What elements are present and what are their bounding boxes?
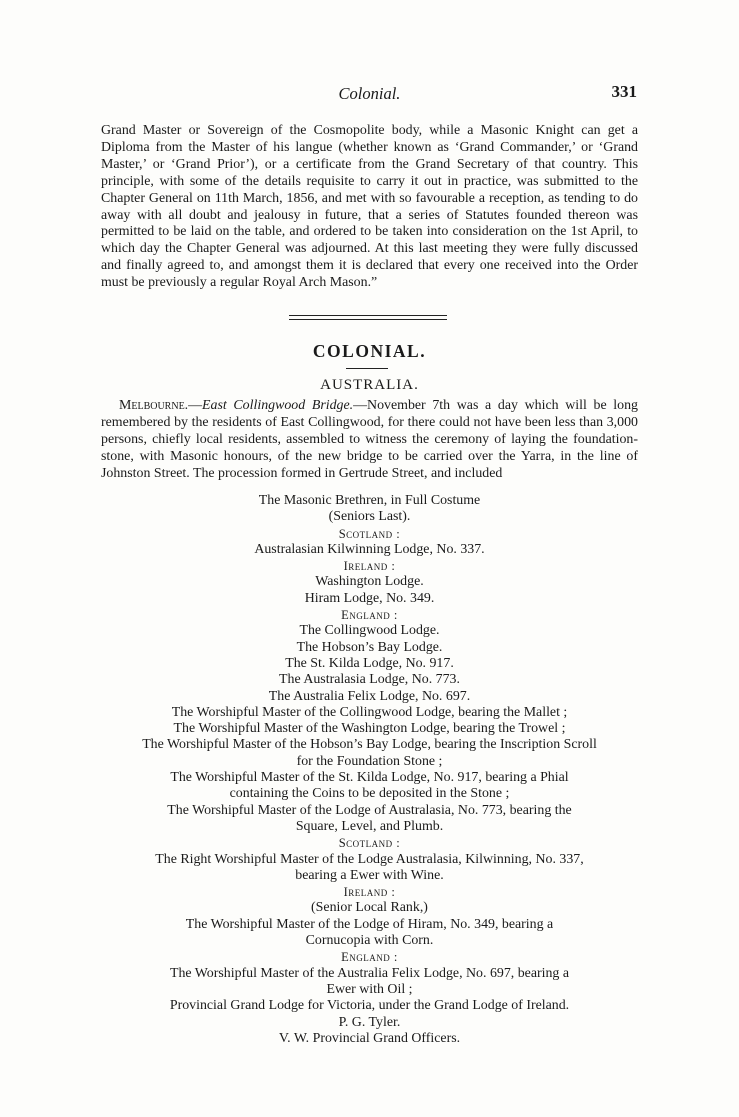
procession-line: Australasian Kilwinning Lodge, No. 337. (254, 541, 485, 557)
procession-line: V. W. Provincial Grand Officers. (278, 1030, 461, 1046)
procession-line: The Right Worshipful Master of the Lodge Australasia, Kilwinning, No. 337, (155, 851, 584, 867)
procession-line: Square, Level, and Plumb. (295, 818, 444, 834)
dateline-separator: — (188, 398, 203, 413)
procession-region-heading: England : (341, 608, 398, 623)
procession-line: The Worshipful Master of the Collingwood Lodge, bearing the Mallet ; (171, 704, 568, 720)
procession-region-heading: England : (341, 950, 398, 965)
procession-line: (Senior Local Rank,) (311, 900, 428, 916)
procession-line: P. G. Tyler. (338, 1014, 401, 1030)
procession-line: The Australia Felix Lodge, No. 697. (268, 688, 471, 704)
procession-region-heading: Ireland : (343, 885, 396, 900)
procession-region-heading: Scotland : (338, 836, 401, 851)
procession-line: The St. Kilda Lodge, No. 917. (285, 655, 454, 671)
procession-line: The Worshipful Master of the Australia Felix Lodge, No. 697, bearing a (169, 965, 570, 981)
procession-line: The Australasia Lodge, No. 773. (279, 672, 460, 688)
procession-line: for the Foundation Stone ; (296, 753, 443, 769)
procession-line: (Seniors Last). (328, 509, 411, 525)
procession-line: The Worshipful Master of the St. Kilda Lodge, No. 917, bearing a Phial (170, 770, 569, 786)
procession-line: Ewer with Oil ; (326, 981, 413, 997)
procession-region-heading: Scotland : (338, 526, 401, 541)
continued-paragraph: Grand Master or Sovereign of the Cosmopolite body, while a Masonic Knight can get a Diploma from the Master of his langue (whether known as ‘Grand Commander,’ or ‘Grand Master,’ or ‘Grand Prior’), or a certificate from the Grand Secretary of that country. This principle, with some of the details requisite to carry it out in practice, was submitted to the Chapter General on 11th March, 1856, and met with so favourable a reception, as tending to do away with all doubt and jealousy in future, that a series of Statutes founded thereon was permitted to be laid on the table, and ordered to be taken into consideration on the 1st April, to which day the Chapter General was adjourned. At this last meeting they were fully discussed and finally agreed to, and amongst them it is declared that every one received into the Order must be previously a regular Royal Arch Mason.” (101, 123, 638, 291)
page-number: 331 (611, 82, 637, 101)
dateline-place: Melbourne. (119, 398, 189, 413)
procession-line: The Worshipful Master of the Hobson’s Bay Lodge, bearing the Inscription Scroll (142, 737, 597, 753)
procession-line: The Worshipful Master of the Lodge of Hiram, No. 349, bearing a (185, 916, 554, 932)
section-divider-bottom (289, 319, 447, 320)
procession-line: Hiram Lodge, No. 349. (304, 590, 435, 606)
running-title: Colonial. (338, 84, 401, 103)
procession-line: Provincial Grand Lodge for Victoria, under the Grand Lodge of Ireland. (169, 998, 570, 1014)
procession-line: Washington Lodge. (315, 574, 424, 590)
procession-list (0, 493, 739, 1047)
article-headline: East Collingwood Bridge. (202, 398, 354, 413)
section-title: COLONIAL. (312, 341, 427, 361)
country-heading: AUSTRALIA. (320, 377, 419, 393)
section-divider-top (289, 315, 447, 316)
article-text: —November 7th was a day which will be long remembered by the residents of East Collingwood, for there could not have been less than 3,000 persons, chiefly local residents, assembled to witness the ceremony of laying the foundation-stone, with Masonic honours, of the new bridge to be carried over the Yarra, in the line of Johnston Street. The procession formed in Gertrude Street, and included (101, 398, 638, 481)
procession-line: bearing a Ewer with Wine. (295, 867, 444, 883)
running-head (0, 84, 739, 106)
procession-line: The Collingwood Lodge. (299, 623, 440, 639)
procession-line: The Worshipful Master of the Lodge of Australasia, No. 773, bearing the (167, 802, 572, 818)
procession-line: The Masonic Brethren, in Full Costume (258, 493, 481, 508)
procession-line: The Worshipful Master of the Washington Lodge, bearing the Trowel ; (173, 721, 566, 737)
procession-region-heading: Ireland : (343, 559, 396, 574)
title-underline (346, 368, 388, 369)
melbourne-paragraph (101, 398, 638, 483)
procession-line: Cornucopia with Corn. (305, 933, 434, 949)
procession-line: containing the Coins to be deposited in the Stone ; (229, 786, 510, 802)
procession-line: The Hobson’s Bay Lodge. (296, 639, 443, 655)
